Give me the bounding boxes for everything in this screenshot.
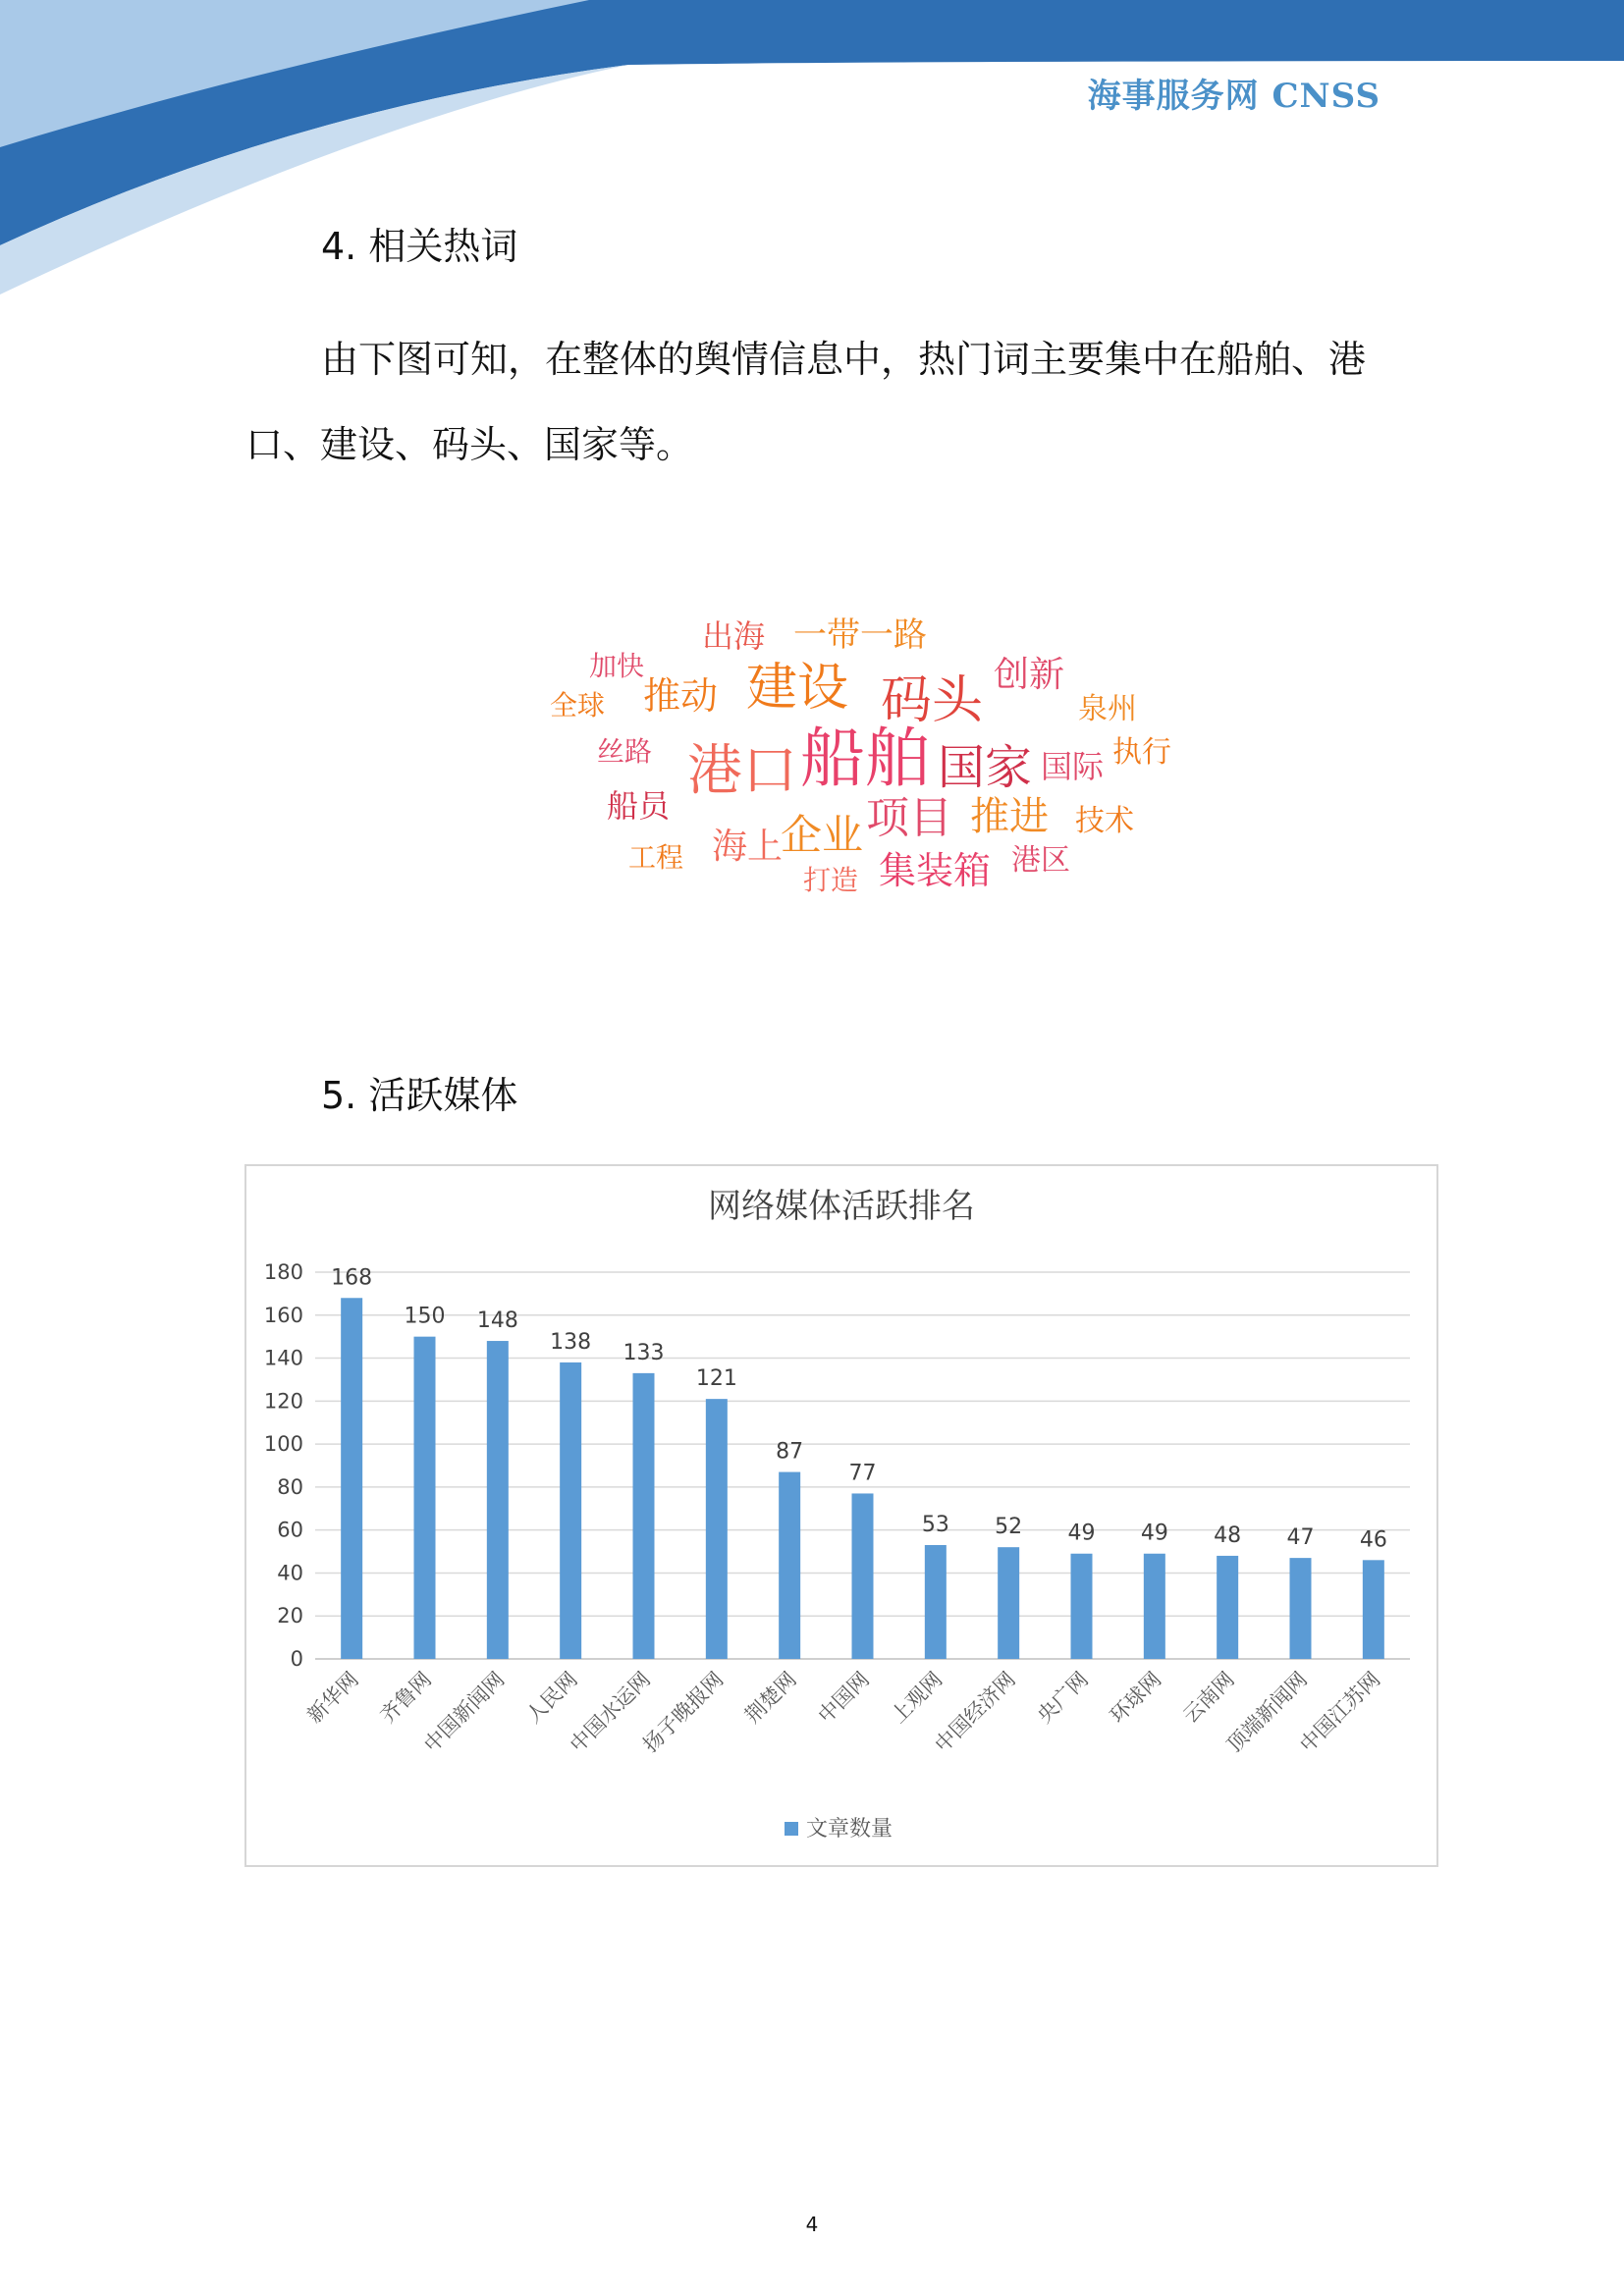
hot-word-cloud — [530, 599, 1198, 913]
bar — [998, 1547, 1019, 1659]
section-4-paragraph-line-2: 口、建设、码头、国家等。 — [245, 423, 694, 466]
data-label: 148 — [476, 1308, 518, 1334]
bar — [779, 1472, 800, 1659]
y-tick-label: 40 — [277, 1561, 303, 1585]
data-label: 133 — [623, 1340, 665, 1365]
hot-word: 船舶 — [800, 721, 930, 796]
bar — [1290, 1558, 1312, 1659]
x-category-label: 中国江苏网 — [1295, 1667, 1385, 1757]
bar — [560, 1362, 581, 1659]
data-label: 121 — [695, 1366, 737, 1392]
x-category-label: 中国新闻网 — [419, 1667, 510, 1757]
page-number: 4 — [805, 2213, 819, 2236]
media-ranking-chart — [244, 1164, 1438, 1867]
x-category-label: 人民网 — [521, 1667, 582, 1729]
hot-word: 国际 — [1041, 748, 1105, 785]
hot-word: 码头 — [881, 671, 984, 730]
hot-word: 加快 — [589, 650, 645, 682]
data-label: 168 — [331, 1265, 373, 1291]
data-label: 46 — [1359, 1527, 1387, 1553]
section-5-heading: 5. 活跃媒体 — [321, 1074, 518, 1117]
x-category-label: 扬子晚报网 — [638, 1667, 729, 1757]
header-title: 海事服务网 CNSS — [1087, 77, 1380, 116]
hot-word: 港区 — [1011, 843, 1070, 878]
x-category-label: 荆楚网 — [740, 1667, 801, 1729]
legend-swatch — [785, 1822, 798, 1836]
bar — [925, 1545, 947, 1659]
bar — [487, 1341, 509, 1659]
data-label: 53 — [921, 1512, 949, 1537]
x-category-label: 云南网 — [1178, 1667, 1239, 1729]
hot-word: 丝路 — [597, 735, 653, 768]
bar — [1144, 1554, 1165, 1659]
hot-word: 推进 — [970, 794, 1049, 839]
hot-word: 项目 — [866, 793, 952, 843]
y-tick-label: 20 — [277, 1604, 303, 1629]
legend-label: 文章数量 — [806, 1817, 893, 1842]
hot-word: 集装箱 — [879, 849, 992, 892]
data-label: 77 — [848, 1461, 877, 1486]
hot-word: 出海 — [702, 617, 766, 655]
y-tick-label: 60 — [277, 1518, 303, 1542]
bar — [1071, 1554, 1093, 1659]
y-tick-label: 160 — [263, 1303, 303, 1327]
hot-word: 国家 — [938, 740, 1033, 795]
data-label: 150 — [404, 1304, 446, 1329]
y-tick-label: 0 — [290, 1647, 303, 1671]
data-label: 52 — [995, 1515, 1023, 1540]
data-label: 138 — [550, 1329, 592, 1355]
x-category-label: 中国网 — [813, 1667, 875, 1729]
media-ranking-chart-svg — [246, 1166, 1436, 1865]
hot-word: 港口 — [687, 739, 797, 803]
data-label: 49 — [1067, 1521, 1096, 1546]
y-tick-label: 180 — [263, 1260, 303, 1284]
bar — [1217, 1556, 1238, 1659]
data-label: 49 — [1140, 1521, 1168, 1546]
hot-word: 工程 — [628, 841, 684, 874]
bar — [852, 1493, 874, 1659]
x-category-label: 中国水运网 — [565, 1667, 656, 1757]
hot-word: 海上 — [712, 827, 784, 867]
data-label: 47 — [1286, 1525, 1315, 1551]
y-tick-label: 80 — [277, 1474, 303, 1499]
section-4-paragraph-line-1: 由下图可知，在整体的舆情信息中，热门词主要集中在船舶、港 — [321, 338, 1367, 381]
header-banner — [0, 0, 1624, 294]
hot-word: 创新 — [994, 655, 1065, 695]
data-label: 48 — [1214, 1522, 1242, 1548]
hot-word: 执行 — [1112, 735, 1171, 770]
x-category-label: 新华网 — [302, 1667, 363, 1729]
hot-word: 打造 — [803, 864, 859, 896]
hot-word: 一带一路 — [793, 615, 927, 655]
bar — [414, 1337, 436, 1659]
hot-word: 全球 — [550, 689, 606, 721]
hot-word: 建设 — [746, 659, 849, 718]
chart-title: 网络媒体活跃排名 — [708, 1187, 975, 1226]
x-category-label: 顶端新闻网 — [1221, 1667, 1313, 1757]
y-tick-label: 120 — [263, 1389, 303, 1414]
x-category-label: 中国经济网 — [930, 1667, 1020, 1757]
bar — [706, 1399, 728, 1659]
hot-word: 推动 — [643, 674, 719, 718]
x-category-label: 齐鲁网 — [375, 1667, 437, 1729]
x-category-label: 环球网 — [1105, 1667, 1166, 1729]
data-label: 87 — [776, 1439, 804, 1465]
section-4-heading: 4. 相关热词 — [321, 225, 518, 268]
hot-word: 船员 — [607, 787, 671, 825]
x-category-label: 央广网 — [1032, 1667, 1094, 1729]
hot-word: 泉州 — [1078, 692, 1137, 726]
y-tick-label: 100 — [263, 1432, 303, 1457]
bar — [633, 1373, 655, 1659]
hot-word: 企业 — [781, 811, 864, 859]
x-category-label: 上观网 — [886, 1667, 947, 1729]
y-tick-label: 140 — [263, 1346, 303, 1370]
bar — [1363, 1560, 1384, 1659]
hot-word: 技术 — [1075, 804, 1134, 838]
bar — [341, 1298, 362, 1659]
